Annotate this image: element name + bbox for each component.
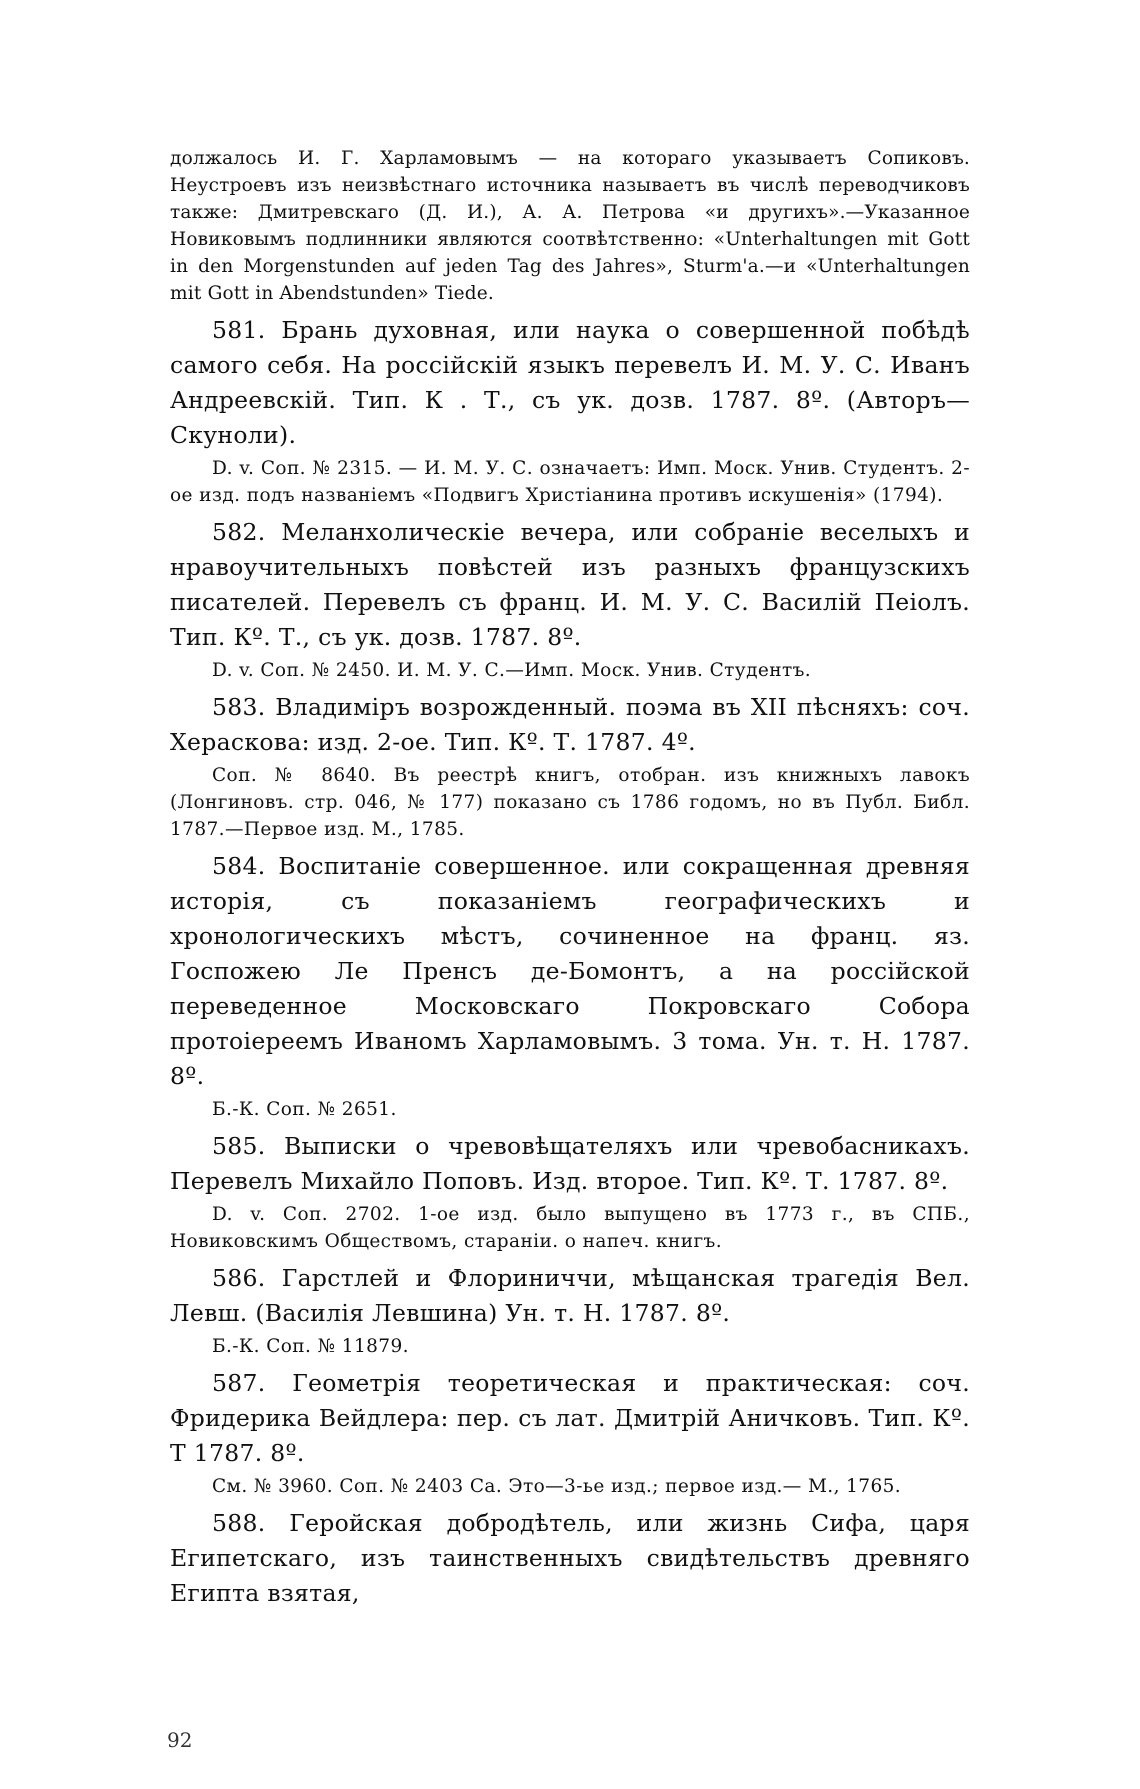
entry-note: См. № 3960. Соп. № 2403 Са. Это—3-ье изд.; первое изд.— М., 1765. <box>212 1476 902 1497</box>
entry-582 <box>170 515 970 655</box>
entry-note: Соп. № 8640. Въ реестрѣ книгъ, отобран. изъ книжныхъ лавокъ (Лонгиновъ. стр. 046, № 177) показано съ 1786 годомъ, но въ Публ. Библ. 1787.—Первое изд. М., 1785. <box>170 765 970 840</box>
entry-581 <box>170 313 970 453</box>
entry-text: Брань духовная, или наука о совершенной побѣдѣ самого себя. На россійскій языкъ перевелъ И. М. У. С. Иванъ Андреевскій. Тип. К . Т., съ ук. дозв. 1787. 8º. (Авторъ—Скуноли). <box>170 316 970 449</box>
entry-number: 582. <box>212 518 266 546</box>
entry-588 <box>170 1506 970 1611</box>
entry-text: Гарстлей и Флориниччи, мѣщанская трагедія Вел. Левш. (Василія Левшина) Ун. т. Н. 1787. 8º. <box>170 1264 970 1327</box>
entry-585 <box>170 1129 970 1199</box>
entry-number: 583. <box>212 693 266 721</box>
entry-584 <box>170 849 970 1094</box>
entry-number: 581. <box>212 316 266 344</box>
entry-note: Б.-К. Соп. № 11879. <box>212 1336 409 1357</box>
entry-text: Геройская добродѣтель, или жизнь Сифа, царя Египетскаго, изъ таинственныхъ свидѣтельствъ древняго Египта взятая, <box>170 1509 970 1607</box>
entry-note: D. v. Соп. 2702. 1-ое изд. было выпущено въ 1773 г., въ СПБ., Новиковскимъ Обществомъ, стараніи. о напеч. книгъ. <box>170 1204 970 1252</box>
entry-583 <box>170 690 970 760</box>
entry-text: Владиміръ возрожденный. поэма въ XII пѣсняхъ: соч. Хераскова: изд. 2-ое. Тип. Кº. Т. 1787. 4º. <box>170 693 970 756</box>
entry-text: Геометрія теоретическая и практическая: соч. Фридерика Вейдлера: пер. съ лат. Дмитрій Аничковъ. Тип. Кº. Т 1787. 8º. <box>170 1369 970 1467</box>
page-number: 92 <box>167 1728 193 1752</box>
entry-note: D. v. Соп. № 2450. И. М. У. С.—Имп. Моск. Унив. Студентъ. <box>212 660 812 681</box>
entry-text: Воспитаніе совершенное. или сокращенная древняя исторія, съ показаніемъ географическихъ и хронологическихъ мѣстъ, сочиненное на франц. яз. Госпожею Ле Пренсъ де-Бомонтъ, а на россійской переведенное Московскаго Покровскаго Собора протоіереемъ Иваномъ Харламовымъ. 3 тома. Ун. т. Н. 1787. 8º. <box>170 852 970 1090</box>
entry-number: 588. <box>212 1509 266 1537</box>
entry-number: 585. <box>212 1132 266 1160</box>
entry-number: 584. <box>212 852 266 880</box>
entry-text: Выписки о чревовѣщателяхъ или чревобасникахъ. Перевелъ Михайло Поповъ. Изд. второе. Тип. Кº. Т. 1787. 8º. <box>170 1132 970 1195</box>
entry-number: 586. <box>212 1264 266 1292</box>
entry-number: 587. <box>212 1369 266 1397</box>
text-column <box>170 145 970 1611</box>
entry-note: Б.-К. Соп. № 2651. <box>212 1099 397 1120</box>
entry-note: D. v. Соп. № 2315. — И. М. У. С. означаетъ: Имп. Моск. Унив. Студентъ. 2-ое изд. подъ названіемъ «Подвигъ Христіанина противъ искушенія» (1794). <box>170 458 970 506</box>
entry-586 <box>170 1261 970 1331</box>
entry-text: Меланхолическіе вечера, или собраніе веселыхъ и нравоучительныхъ повѣстей изъ разныхъ французскихъ писателей. Перевелъ съ франц. И. М. У. С. Василій Пеіолъ. Тип. Кº. Т., съ ук. дозв. 1787. 8º. <box>170 518 970 651</box>
intro-paragraph: должалось И. Г. Харламовымъ — на котораго указываетъ Сопиковъ. Неустроевъ изъ неизвѣстнаго источника называетъ въ числѣ переводчиковъ также: Дмитревскаго (Д. И.), А. А. Петрова «и другихъ».—Указанное Новиковымъ подлинники являются соотвѣтственно: «Unterhaltungen mit Gott in den Morgenstunden auf jeden Tag des Jahres», Sturm'a.—и «Unterhaltungen mit Gott in Abendstunden» Tiede. <box>170 148 970 304</box>
entry-587 <box>170 1366 970 1471</box>
